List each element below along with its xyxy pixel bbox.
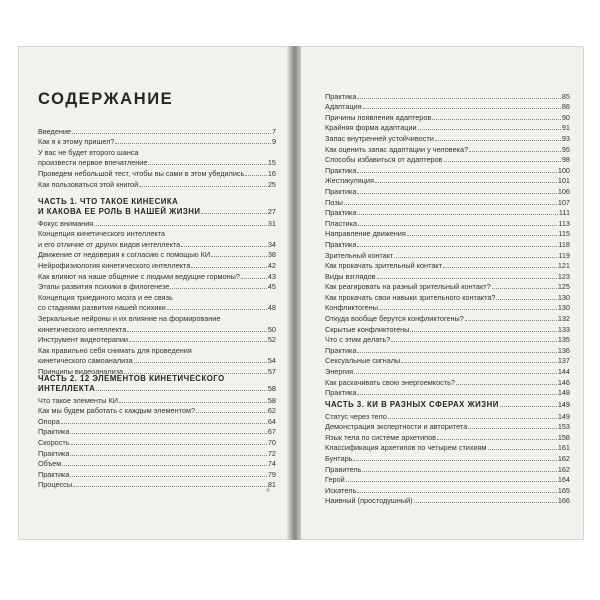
toc-entry: [38, 291, 276, 302]
dot-leader: [357, 193, 556, 194]
toc-entry-page: 111: [558, 208, 570, 218]
toc-entry: [325, 164, 570, 175]
toc-entry: [325, 410, 570, 421]
toc-entry-title: Причины появления адаптеров: [325, 113, 432, 122]
toc-entry-title: Способы избавиться от адаптеров: [325, 156, 443, 165]
toc-entry-title: Адаптация: [325, 103, 362, 112]
right-list: [325, 90, 570, 397]
dot-leader: [401, 362, 557, 363]
dot-leader: [357, 394, 556, 395]
toc-entry-page: 79: [267, 469, 276, 479]
toc-entry-page: 106: [557, 186, 570, 196]
toc-entry-title: Как влияют на наше общение с людьми ведущие гормоны?: [38, 272, 240, 281]
toc-entry: [38, 344, 276, 355]
toc-entry-page: 165: [557, 485, 570, 495]
toc-entry-page: 101: [557, 176, 570, 186]
toc-entry-title: Зрительный контакт: [325, 251, 394, 260]
toc-entry-page: 54: [267, 356, 276, 366]
book-gutter: [287, 46, 301, 540]
toc-entry: [38, 312, 276, 323]
toc-entry-title: Инструмент видеотерапии: [38, 336, 128, 345]
toc-entry-title: Опора: [38, 417, 60, 426]
part3-heading: [325, 398, 570, 409]
toc-entry-title: Статус через тело: [325, 412, 387, 421]
dot-leader: [354, 373, 557, 374]
toc-entry-title: Позы: [325, 198, 343, 207]
toc-entry-title: кинетического самоанализа: [38, 357, 133, 366]
toc-entry: [325, 281, 570, 292]
dot-leader: [375, 182, 557, 183]
dot-leader: [357, 246, 557, 247]
dot-leader: [353, 460, 556, 461]
toc-entry: [38, 136, 276, 147]
toc-entry: [38, 468, 276, 479]
toc-entry-title: Как мы будем работать с каждым элементом?: [38, 407, 196, 416]
toc-entry-page: 7: [271, 126, 276, 136]
toc-entry: [325, 270, 570, 281]
part3-list: [325, 410, 570, 505]
toc-entry: [38, 249, 276, 260]
toc-entry-title: Практика: [38, 428, 70, 437]
toc-entry: [325, 421, 570, 432]
toc-entry-title: Как прокачать свои навыки зрительного контакта?: [325, 293, 496, 302]
toc-entry: [325, 463, 570, 474]
dot-leader: [344, 204, 557, 205]
toc-entry-page: 86: [561, 102, 570, 112]
toc-entry: [38, 228, 276, 239]
toc-entry-page: 91: [561, 123, 570, 133]
dot-leader: [418, 129, 561, 130]
dot-leader: [363, 108, 561, 109]
toc-entry-page: 95: [561, 144, 570, 154]
dot-leader: [469, 151, 561, 152]
dot-leader: [127, 331, 267, 332]
toc-entry: [38, 157, 276, 168]
part1-list: [38, 217, 276, 376]
toc-entry-title: Как правильно себя снимать для проведения: [38, 346, 192, 355]
toc-entry: [325, 291, 570, 302]
toc-entry: [38, 217, 276, 228]
toc-entry-title: У вас не будет второго шанса: [38, 148, 139, 157]
toc-entry-page: 149: [557, 411, 570, 421]
toc-entry-title: со стадиями развития нашей психики: [38, 304, 166, 313]
toc-entry-page: 45: [267, 282, 276, 292]
toc-entry-page: 135: [557, 335, 570, 345]
toc-entry-page: 123: [557, 271, 570, 281]
toc-entry: [325, 249, 570, 260]
toc-entry: [38, 238, 276, 249]
dot-leader: [488, 449, 557, 450]
toc-entry: [38, 355, 276, 366]
toc-entry: [38, 167, 276, 178]
toc-entry-page: 119: [558, 250, 570, 260]
toc-entry-title: Как пользоваться этой книгой: [38, 180, 139, 189]
dot-leader: [414, 502, 557, 503]
toc-entry: [325, 122, 570, 133]
toc-entry-title: произвести первое впечатление: [38, 159, 148, 168]
dot-leader: [443, 267, 557, 268]
dot-leader: [357, 214, 557, 215]
dot-leader: [181, 246, 267, 247]
dot-leader: [167, 309, 267, 310]
dot-leader: [379, 309, 557, 310]
dot-leader: [492, 288, 557, 289]
dot-leader: [70, 455, 266, 456]
toc-entry-page: 133: [557, 324, 570, 334]
dot-leader: [241, 278, 267, 279]
toc-entry-title: Что с этим делать?: [325, 336, 391, 345]
toc-entry: [325, 238, 570, 249]
part1-line1: ЧАСТЬ 1. ЧТО ТАКОЕ КИНЕСИКА: [38, 196, 179, 206]
dot-leader: [357, 172, 556, 173]
toc-entry: [38, 479, 276, 490]
dot-leader: [358, 225, 557, 226]
toc-entry: [38, 405, 276, 416]
toc-entry-title: Демонстрация экспертности и авторитета: [325, 423, 468, 432]
toc-entry-title: Герой: [325, 476, 345, 485]
dot-leader: [73, 486, 267, 487]
toc-entry-title: Практика: [325, 166, 357, 175]
dot-leader: [61, 423, 267, 424]
toc-entry: [325, 111, 570, 122]
dot-leader: [435, 140, 561, 141]
toc-entry-title: Процессы: [38, 481, 73, 490]
dot-leader: [94, 225, 267, 226]
toc-entry-title: и его отличие от других видов интеллекта: [38, 240, 181, 249]
toc-entry: [325, 474, 570, 485]
toc-entry-page: 62: [267, 406, 276, 416]
toc-entry: [38, 178, 276, 189]
toc-entry-page: 107: [557, 197, 570, 207]
page-title: СОДЕРЖАНИЕ: [38, 90, 174, 108]
dot-leader: [496, 299, 556, 300]
dot-leader: [139, 186, 267, 187]
toc-entry-page: 85: [561, 91, 570, 101]
toc-entry-page: 125: [557, 282, 570, 292]
toc-entry-page: 43: [267, 271, 276, 281]
dot-leader: [70, 433, 266, 434]
toc-entry: [325, 442, 570, 453]
toc-entry-page: 90: [561, 112, 570, 122]
toc-entry-page: 161: [557, 443, 570, 453]
toc-entry: [325, 132, 570, 143]
dot-leader: [211, 256, 267, 257]
toc-entry-title: Принципы видеоанализа: [38, 367, 124, 376]
toc-entry-title: кинетического интеллекта: [38, 325, 127, 334]
dot-leader: [346, 481, 557, 482]
toc-entry-page: 158: [557, 432, 570, 442]
toc-entry-title: Язык тела по системе архетипов: [325, 433, 437, 442]
toc-entry-title: Жестикуляция: [325, 177, 374, 186]
dot-leader: [377, 278, 557, 279]
toc-entry-page: 113: [558, 218, 570, 228]
toc-entry: [325, 207, 570, 218]
toc-entry-title: Конфликтогены: [325, 304, 378, 313]
toc-entry-title: Классификация архетипов по четырем стихиям: [325, 444, 487, 453]
toc-entry-title: Введение: [38, 127, 72, 136]
toc-entry: [38, 458, 276, 469]
toc-entry-title: Как прокачать зрительный контакт: [325, 262, 443, 271]
toc-entry-page: 130: [557, 303, 570, 313]
part2-list: [38, 394, 276, 489]
dot-leader: [456, 384, 557, 385]
toc-entry-title: Скорость: [38, 438, 70, 447]
toc-entry: [38, 125, 276, 136]
toc-entry: [38, 270, 276, 281]
toc-entry-title: Пластика: [325, 219, 358, 228]
dot-leader: [388, 418, 557, 419]
dot-leader: [72, 133, 271, 134]
toc-entry-page: 9: [271, 137, 276, 147]
toc-entry-page: 100: [557, 165, 570, 175]
toc-entry-page: 162: [557, 464, 570, 474]
toc-entry: [325, 260, 570, 271]
dot-leader: [468, 428, 557, 429]
toc-entry-title: Практика: [325, 209, 357, 218]
toc-entry-title: Практика: [325, 187, 357, 196]
toc-entry: [325, 334, 570, 345]
toc-entry-title: Как оценить запас адаптации у человека?: [325, 145, 469, 154]
toc-entry: [325, 431, 570, 442]
toc-entry: [325, 90, 570, 101]
toc-entry: [38, 436, 276, 447]
toc-entry-title: Искатель: [325, 486, 357, 495]
dot-leader: [465, 320, 557, 321]
part3-line1: ЧАСТЬ 3. КИ В РАЗНЫХ СФЕРАХ ЖИЗНИ 149: [325, 399, 570, 409]
part3-page: 149: [557, 399, 570, 409]
page-folio: 4: [266, 488, 270, 494]
toc-entry-title: Нейрофизиология кинетического интеллекта: [38, 261, 191, 270]
toc-entry-page: 121: [557, 261, 570, 271]
toc-entry-page: 52: [267, 335, 276, 345]
toc-entry-title: Виды взглядов: [325, 272, 376, 281]
toc-entry-title: Концепция кинетического интеллекта: [38, 230, 165, 239]
dot-leader: [115, 143, 270, 144]
toc-entry: [38, 394, 276, 405]
toc-entry: [325, 228, 570, 239]
toc-entry: [325, 196, 570, 207]
toc-entry-title: Запас внутренней устойчивости: [325, 134, 434, 143]
dot-leader: [70, 476, 266, 477]
toc-entry: [325, 143, 570, 154]
toc-entry-page: 81: [267, 480, 276, 490]
toc-entry-page: 137: [557, 356, 570, 366]
dot-leader: [394, 257, 557, 258]
toc-entry: [38, 323, 276, 334]
toc-entry: [38, 415, 276, 426]
toc-entry-title: Этапы развития психики в филогенезе: [38, 283, 170, 292]
toc-entry-page: 16: [267, 168, 276, 178]
toc-entry: [38, 447, 276, 458]
toc-entry: [38, 302, 276, 313]
dot-leader: [407, 235, 558, 236]
toc-entry-title: Практика: [325, 92, 357, 101]
toc-entry-page: 136: [557, 345, 570, 355]
toc-entry: [325, 452, 570, 463]
toc-entry-page: 48: [267, 303, 276, 313]
part1-page: 27: [267, 207, 276, 216]
toc-entry-title: Объем: [38, 460, 62, 469]
dot-leader: [148, 164, 266, 165]
dot-leader: [196, 412, 267, 413]
toc-entry: [325, 101, 570, 112]
toc-entry-title: Практика: [325, 240, 357, 249]
part1-line2: И КАКОВА ЕЕ РОЛЬ В НАШЕЙ ЖИЗНИ 27: [38, 207, 276, 216]
toc-entry-page: 74: [267, 459, 276, 469]
toc-entry-title: Фокус внимания: [38, 219, 94, 228]
toc-entry: [325, 217, 570, 228]
toc-entry-title: Крайняя форма адаптации: [325, 124, 417, 133]
part1-heading: [38, 195, 276, 216]
toc-entry-page: 130: [557, 292, 570, 302]
toc-entry-page: 42: [267, 260, 276, 270]
toc-entry-page: 31: [267, 218, 276, 228]
toc-entry: [325, 355, 570, 366]
toc-entry-page: 98: [561, 155, 570, 165]
dot-leader: [170, 288, 266, 289]
toc-entry-page: 153: [557, 422, 570, 432]
toc-entry-title: Проведем небольшой тест, чтобы вы сами в этом убедились: [38, 169, 245, 178]
toc-entry: [325, 302, 570, 313]
toc-entry-title: Практика: [325, 389, 357, 398]
toc-entry-title: Энергия: [325, 368, 354, 377]
toc-entry-title: Правитель: [325, 465, 362, 474]
toc-entry-page: 58: [267, 395, 276, 405]
toc-entry-page: 64: [267, 416, 276, 426]
toc-entry-title: Скрытые конфликтогены: [325, 325, 410, 334]
toc-entry-page: 15: [267, 158, 276, 168]
toc-entry: [325, 185, 570, 196]
dot-leader: [391, 341, 556, 342]
toc-entry-page: 72: [267, 448, 276, 458]
toc-entry: [325, 484, 570, 495]
toc-entry-page: 25: [267, 179, 276, 189]
toc-entry-title: Практика: [38, 470, 70, 479]
dot-leader: [357, 98, 560, 99]
toc-entry: [38, 334, 276, 345]
toc-entry-page: 67: [267, 427, 276, 437]
dot-leader: [437, 439, 557, 440]
toc-entry-title: Как раскачивать свою энергоемкость?: [325, 378, 455, 387]
dot-leader: [362, 471, 556, 472]
dot-leader: [410, 331, 556, 332]
toc-entry-page: 34: [267, 239, 276, 249]
toc-entry-title: Бунтарь: [325, 454, 353, 463]
part2-line1: ЧАСТЬ 2. 12 ЭЛЕМЕНТОВ КИНЕТИЧЕСКОГО: [38, 373, 225, 383]
toc-entry: [38, 426, 276, 437]
dot-leader: [432, 119, 561, 120]
toc-entry: [38, 281, 276, 292]
part2-page: 58: [267, 384, 276, 393]
dot-leader: [245, 175, 267, 176]
toc-entry-title: Как реагировать на разный зрительный контакт?: [325, 283, 491, 292]
toc-entry-page: 50: [267, 324, 276, 334]
toc-entry: [38, 146, 276, 157]
toc-entry-page: 118: [558, 239, 570, 249]
toc-entry-page: 166: [557, 496, 570, 506]
toc-entry-page: 57: [267, 366, 276, 376]
toc-entry-title: Концепция триединого мозга и ее связь: [38, 293, 173, 302]
toc-entry-title: Направление движения: [325, 230, 406, 239]
toc-entry-title: Наивный (простодушный): [325, 497, 413, 506]
toc-entry-title: Сексуальные сигналы: [325, 357, 401, 366]
part2-line2: ИНТЕЛЛЕКТА 58: [38, 384, 276, 393]
dot-leader: [444, 161, 561, 162]
toc-entry-title: Как я к этому пришел?: [38, 138, 115, 147]
toc-entry-title: Практика: [38, 449, 70, 458]
toc-entry: [325, 365, 570, 376]
toc-entry-page: 38: [267, 250, 276, 260]
dot-leader: [191, 267, 267, 268]
toc-entry: [325, 495, 570, 506]
toc-entry: [325, 376, 570, 387]
toc-entry: [325, 323, 570, 334]
toc-entry-title: Практика: [325, 346, 357, 355]
dot-leader: [357, 352, 556, 353]
part2-heading: [38, 372, 276, 393]
toc-entry-title: Откуда вообще берутся конфликтогены?: [325, 315, 464, 324]
toc-entry-title: Зеркальные нейроны и их влияние на формирование: [38, 314, 221, 323]
toc-entry: [325, 154, 570, 165]
toc-entry-page: 164: [557, 475, 570, 485]
toc-entry: [325, 344, 570, 355]
dot-leader: [71, 444, 267, 445]
dot-leader: [357, 492, 557, 493]
toc-entry-title: Что такое элементы КИ: [38, 396, 119, 405]
toc-entry-page: 144: [557, 367, 570, 377]
dot-leader: [134, 362, 267, 363]
intro-list: [38, 125, 276, 189]
toc-entry: [325, 387, 570, 398]
toc-entry-page: 115: [558, 229, 570, 239]
toc-entry-page: 146: [557, 377, 570, 387]
toc-entry: [325, 175, 570, 186]
toc-entry: [38, 259, 276, 270]
toc-entry-page: 93: [561, 133, 570, 143]
toc-entry-page: 162: [557, 453, 570, 463]
toc-entry-title: Движение от недоверия к согласию с помощью КИ: [38, 251, 211, 260]
dot-leader: [62, 465, 267, 466]
dot-leader: [129, 341, 267, 342]
dot-leader: [119, 402, 267, 403]
toc-entry-page: 70: [267, 437, 276, 447]
toc-entry-page: 148: [557, 388, 570, 398]
toc-entry-page: 132: [557, 314, 570, 324]
toc-entry: [325, 312, 570, 323]
